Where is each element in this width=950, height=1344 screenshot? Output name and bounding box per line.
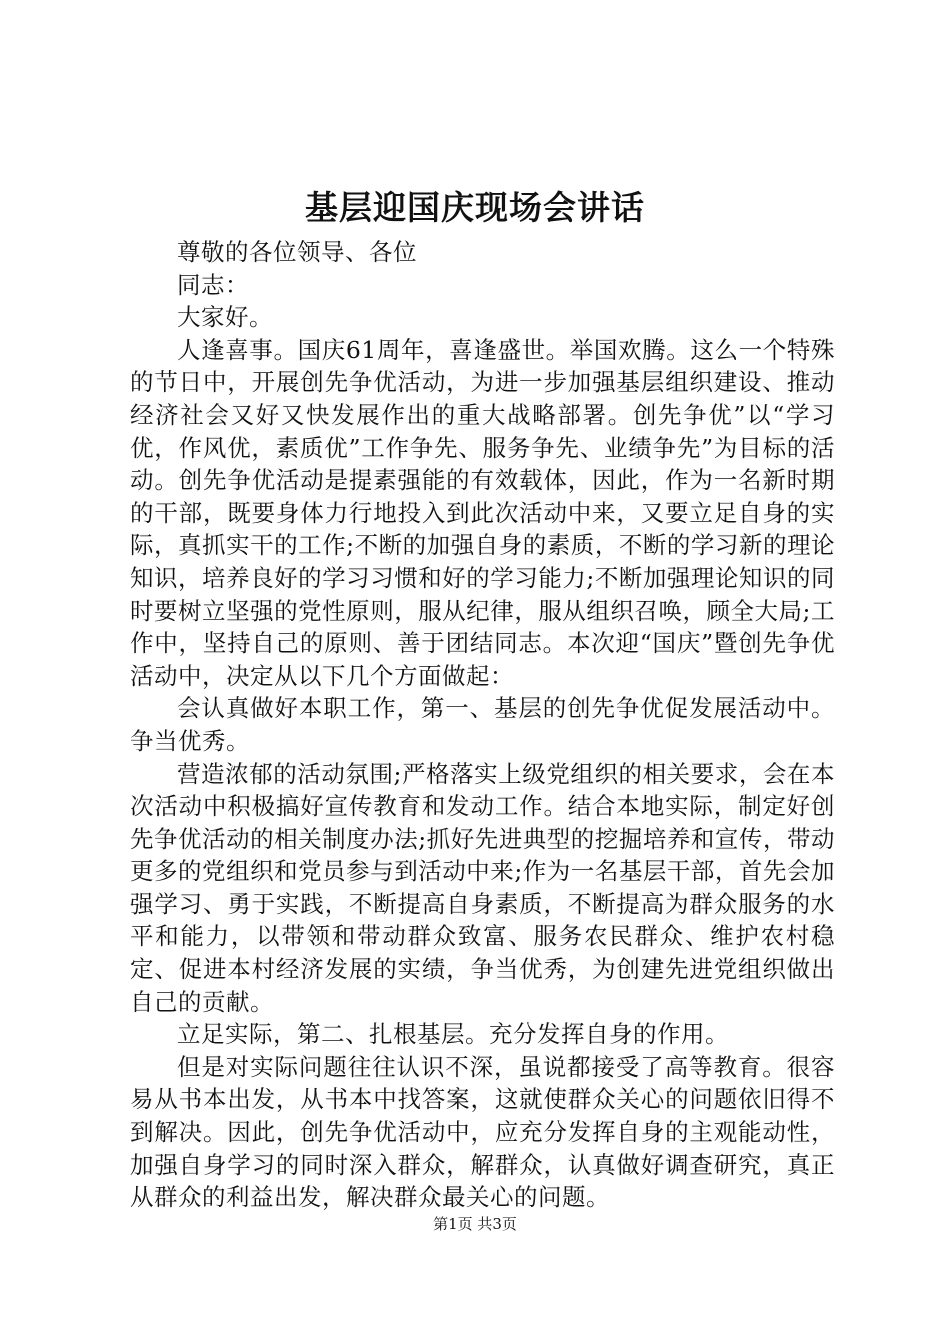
paragraph-point-1-heading: 会认真做好本职工作，第一、基层的创先争优促发展活动中。争当优秀。 — [130, 694, 835, 755]
document-title: 基层迎国庆现场会讲话 — [305, 188, 645, 227]
paragraph-point-1-body: 营造浓郁的活动氛围;严格落实上级党组织的相关要求，会在本次活动中积极搞好宣传教育和发动工作。结合本地实际，制定好创先争优活动的相关制度办法;抓好先进典型的挖掘培养和宣传，带动更多的党组织和党员参与到活动中来;作为一名基层干部，首先会加强学习、勇于实践，不断提高自身素质，不断提高为群众服务的水平和能力，以带领和带动群众致富、服务农民群众、维护农村稳定、促进本村经济发展的实绩，争当优秀，为创建先进党组织做出自己的贡献。 — [130, 759, 835, 1016]
document-body — [130, 236, 835, 1214]
paragraph-point-2-heading: 立足实际，第二、扎根基层。充分发挥自身的作用。 — [177, 1020, 729, 1049]
paragraph-intro: 人逢喜事。国庆61周年，喜逢盛世。举国欢腾。这么一个特殊的节日中，开展创先争优活动，为进一步加强基层组织建设、推动经济社会又好又快发展作出的重大战略部署。创先争优”以“学习优，作风优，素质优”工作争先、服务争先、业绩争先”为目标的活动。创先争优活动是提素强能的有效载体，因此，作为一名新时期的干部，既要身体力行地投入到此次活动中来，又要立足自身的实际，真抓实干的工作;不断的加强自身的素质，不断的学习新的理论知识，培养良好的学习习惯和好的学习能力;不断加强理论知识的同时要树立坚强的党性原则，服从纪律，服从组织召唤，顾全大局;工作中，坚持自己的原则、善于团结同志。本次迎“国庆”暨创先争优活动中，决定从以下几个方面做起： — [130, 335, 835, 690]
page-number-footer: 第1页 共3页 — [433, 1215, 517, 1233]
salutation-line-1: 尊敬的各位领导、各位 — [177, 238, 417, 266]
greeting: 大家好。 — [177, 303, 273, 332]
paragraph-point-2-body: 但是对实际问题往往认识不深，虽说都接受了高等教育。很容易从书本出发，从书本中找答案，这就使群众关心的问题依旧得不到解决。因此，创先争优活动中，应充分发挥自身的主观能动性，加强自身学习的同时深入群众，解群众，认真做好调查研究，真正从群众的利益出发，解决群众最关心的问题。 — [130, 1052, 835, 1212]
salutation-line-2: 同志： — [177, 270, 249, 299]
